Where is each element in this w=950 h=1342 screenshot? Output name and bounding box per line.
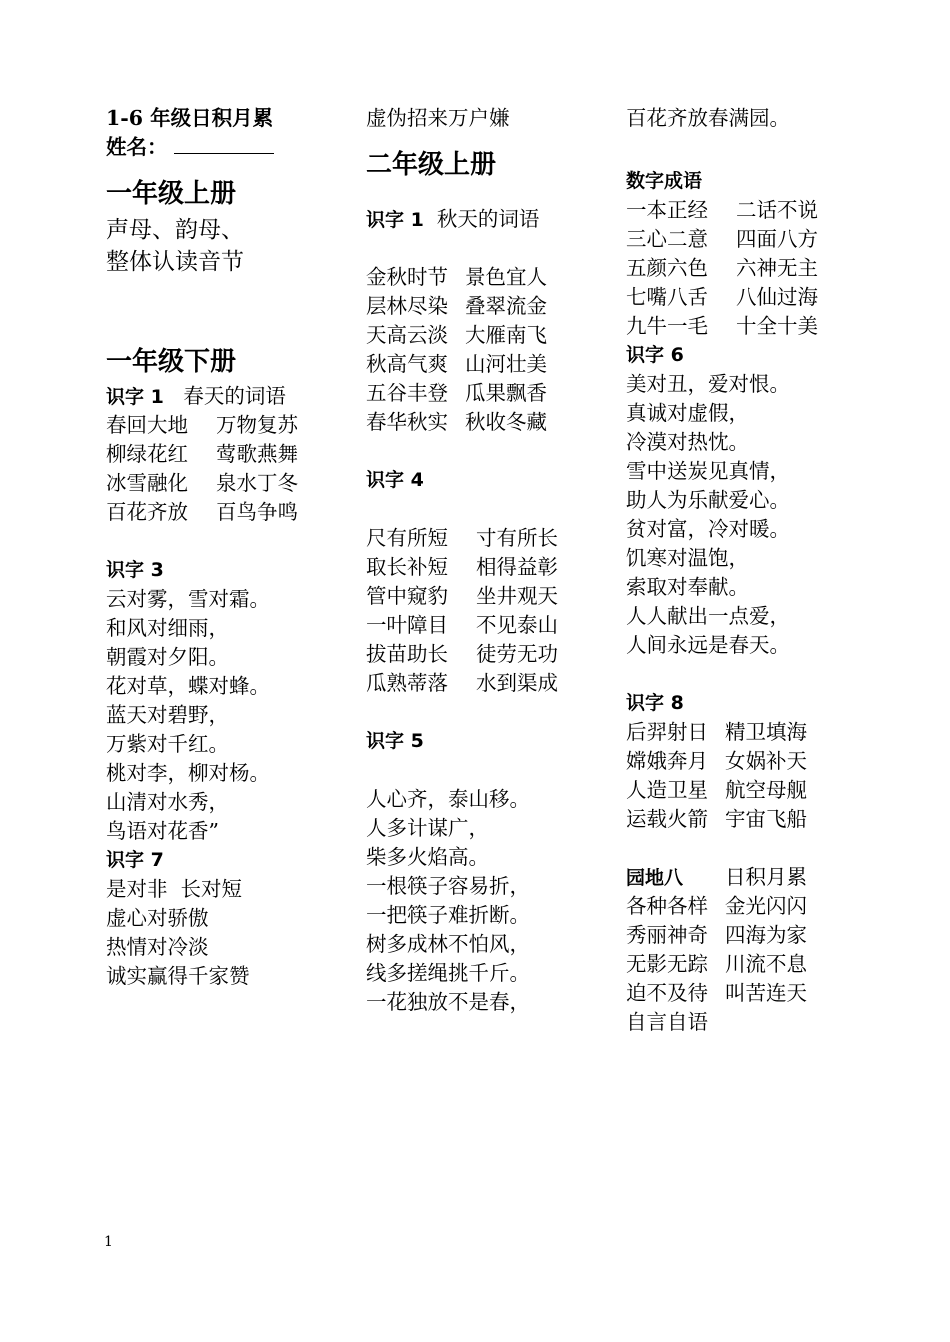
word: 管中窥豹	[366, 584, 448, 608]
word-pair	[106, 440, 351, 469]
text-line: 助人为乐献爱心。	[626, 488, 790, 512]
name-blank	[174, 133, 274, 154]
word-pair	[626, 950, 926, 979]
word-pair	[626, 254, 926, 283]
word: 不见泰山	[476, 613, 558, 637]
text-line: 山清对水秀，	[106, 790, 229, 814]
text-line: 热情对冷淡	[106, 935, 209, 959]
word: 莺歌燕舞	[216, 442, 298, 466]
text-line: 是对非 长对短	[106, 877, 243, 901]
grade1-up-line: 整体认读音节	[106, 249, 244, 275]
word: 人造卫星	[626, 778, 708, 802]
section-label: 园地八	[626, 867, 684, 889]
word-pair	[106, 411, 351, 440]
column-2	[366, 104, 616, 1017]
text-line: 蓝天对碧野，	[106, 703, 229, 727]
text-line: 虚心对骄傲	[106, 906, 209, 930]
word: 各种各样	[626, 894, 708, 918]
text-line: 树多成林不怕风，	[366, 932, 530, 956]
word: 百花齐放	[106, 500, 188, 524]
word: 瓜果飘香	[465, 381, 547, 405]
word-pair	[366, 611, 616, 640]
word: 坐井观天	[476, 584, 558, 608]
text-line: 人人献出一点爱，	[626, 604, 790, 628]
word-pair	[366, 524, 616, 553]
word: 柳绿花红	[106, 442, 188, 466]
word: 金光闪闪	[725, 894, 807, 918]
grade1-up-title: 一年级上册	[106, 179, 237, 209]
word: 一本正经	[626, 198, 708, 222]
word-pair	[366, 321, 616, 350]
section-label: 识字 8	[626, 692, 684, 714]
word: 九牛一毛	[626, 314, 708, 338]
word-pair	[366, 379, 616, 408]
text-line: 桃对李，柳对杨。	[106, 761, 270, 785]
word: 冰雪融化	[106, 471, 188, 495]
word: 嫦娥奔月	[626, 749, 708, 773]
word: 金秋时节	[366, 265, 448, 289]
section-label: 识字 6	[626, 344, 684, 366]
text-line: 自言自语	[626, 1010, 708, 1034]
text-line: 人心齐，泰山移。	[366, 787, 530, 811]
section-title: 秋天的词语	[436, 207, 540, 231]
text-line: 和风对细雨，	[106, 616, 229, 640]
word: 五颜六色	[626, 256, 708, 280]
name-line	[106, 133, 351, 162]
text-line: 线多搓绳挑千斤。	[366, 961, 530, 985]
word: 寸有所长	[476, 526, 558, 550]
text-line: 一把筷子难折断。	[366, 903, 530, 927]
text-line: 雪中送炭见真情，	[626, 459, 790, 483]
word-pair	[626, 312, 926, 341]
word: 七嘴八舌	[626, 285, 708, 309]
word: 相得益彰	[476, 555, 558, 579]
word: 秀丽神奇	[626, 923, 708, 947]
word: 百鸟争鸣	[216, 500, 298, 524]
word: 无影无踪	[626, 952, 708, 976]
word: 叠翠流金	[465, 294, 547, 318]
text-line: 贫对富，冷对暖。	[626, 517, 790, 541]
word: 水到渠成	[476, 671, 558, 695]
text-line: 百花齐放春满园。	[626, 106, 790, 130]
word-pair	[626, 196, 926, 225]
word: 五谷丰登	[366, 381, 448, 405]
text-line: 云对雾，雪对霜。	[106, 587, 270, 611]
word: 秋高气爽	[366, 352, 448, 376]
text-line: 一根筷子容易折，	[366, 874, 530, 898]
grade1-down-title: 一年级下册	[106, 347, 237, 377]
word-pair	[106, 498, 351, 527]
word-pair	[106, 469, 351, 498]
word: 万物复苏	[216, 413, 298, 437]
text-line: 饥寒对温饱，	[626, 546, 749, 570]
text-line: 万紫对千红。	[106, 732, 229, 756]
section-label: 识字 3	[106, 559, 164, 581]
section-label: 识字 1	[106, 386, 164, 408]
word-pair	[366, 640, 616, 669]
word: 川流不息	[725, 952, 807, 976]
text-line: 鸟语对花香”	[106, 819, 219, 843]
section-title: 春天的词语	[183, 384, 286, 408]
section-label: 识字 1	[366, 209, 424, 231]
section-label: 识字 7	[106, 849, 164, 871]
word-pair	[366, 292, 616, 321]
word-pair	[626, 225, 926, 254]
word: 大雁南飞	[465, 323, 547, 347]
word: 泉水丁冬	[216, 471, 298, 495]
word: 秋收冬藏	[465, 410, 547, 434]
word-pair	[626, 921, 926, 950]
word: 四面八方	[736, 227, 818, 251]
word: 春华秋实	[366, 410, 448, 434]
document-title: 1-6 年级日积月累	[106, 106, 274, 130]
text-line: 虚伪招来万户嫌	[366, 106, 510, 130]
word-pair	[366, 582, 616, 611]
page-number: 1	[104, 1234, 113, 1250]
word-pair	[626, 805, 926, 834]
word-pair	[626, 718, 926, 747]
text-line: 诚实赢得千家赞	[106, 964, 250, 988]
word-pair	[626, 979, 926, 1008]
word: 瓜熟蒂落	[366, 671, 448, 695]
text-line: 人间永远是春天。	[626, 633, 790, 657]
text-line: 索取对奉献。	[626, 575, 749, 599]
column-1	[106, 104, 351, 991]
text-line: 一花独放不是春，	[366, 990, 530, 1014]
word: 六神无主	[736, 256, 818, 280]
section-heading	[626, 863, 926, 892]
word-pair	[626, 776, 926, 805]
word: 精卫填海	[725, 720, 807, 744]
section-title: 日积月累	[725, 865, 807, 889]
word-pair	[366, 408, 616, 437]
section-label: 识字 4	[366, 469, 424, 491]
word: 四海为家	[725, 923, 807, 947]
word: 八仙过海	[736, 285, 818, 309]
word: 尺有所短	[366, 526, 448, 550]
word: 层林尽染	[366, 294, 448, 318]
section-heading	[106, 382, 351, 411]
word: 景色宜人	[465, 265, 547, 289]
word: 取长补短	[366, 555, 448, 579]
word-pair	[626, 747, 926, 776]
word: 运载火箭	[626, 807, 708, 831]
word: 女娲补天	[725, 749, 807, 773]
section-label: 识字 5	[366, 730, 424, 752]
grade1-up-line: 声母、韵母、	[106, 217, 244, 243]
word: 春回大地	[106, 413, 188, 437]
word-pair	[366, 263, 616, 292]
word: 后羿射日	[626, 720, 708, 744]
section-heading	[366, 205, 616, 234]
text-line: 花对草，蝶对蜂。	[106, 674, 270, 698]
column-3	[626, 104, 926, 1037]
text-line: 人多计谋广，	[366, 816, 489, 840]
word: 山河壮美	[465, 352, 547, 376]
text-line: 冷漠对热忱。	[626, 430, 749, 454]
text-line: 真诚对虚假，	[626, 401, 749, 425]
word: 迫不及待	[626, 981, 708, 1005]
word: 宇宙飞船	[725, 807, 807, 831]
name-label: 姓名：	[106, 135, 168, 159]
word-pair	[626, 283, 926, 312]
text-line: 柴多火焰高。	[366, 845, 489, 869]
word-pair	[366, 669, 616, 698]
word-pair	[366, 553, 616, 582]
word: 天高云淡	[366, 323, 448, 347]
word: 航空母舰	[725, 778, 807, 802]
word-pair	[626, 892, 926, 921]
section-label: 数字成语	[626, 170, 703, 192]
text-line: 美对丑，爱对恨。	[626, 372, 790, 396]
word: 二话不说	[736, 198, 818, 222]
word: 叫苦连天	[725, 981, 807, 1005]
word: 十全十美	[736, 314, 818, 338]
word: 拔苗助长	[366, 642, 448, 666]
word-pair	[366, 350, 616, 379]
word: 三心二意	[626, 227, 708, 251]
word: 徒劳无功	[476, 642, 558, 666]
word: 一叶障目	[366, 613, 448, 637]
grade2-up-title: 二年级上册	[366, 150, 497, 180]
text-line: 朝霞对夕阳。	[106, 645, 229, 669]
